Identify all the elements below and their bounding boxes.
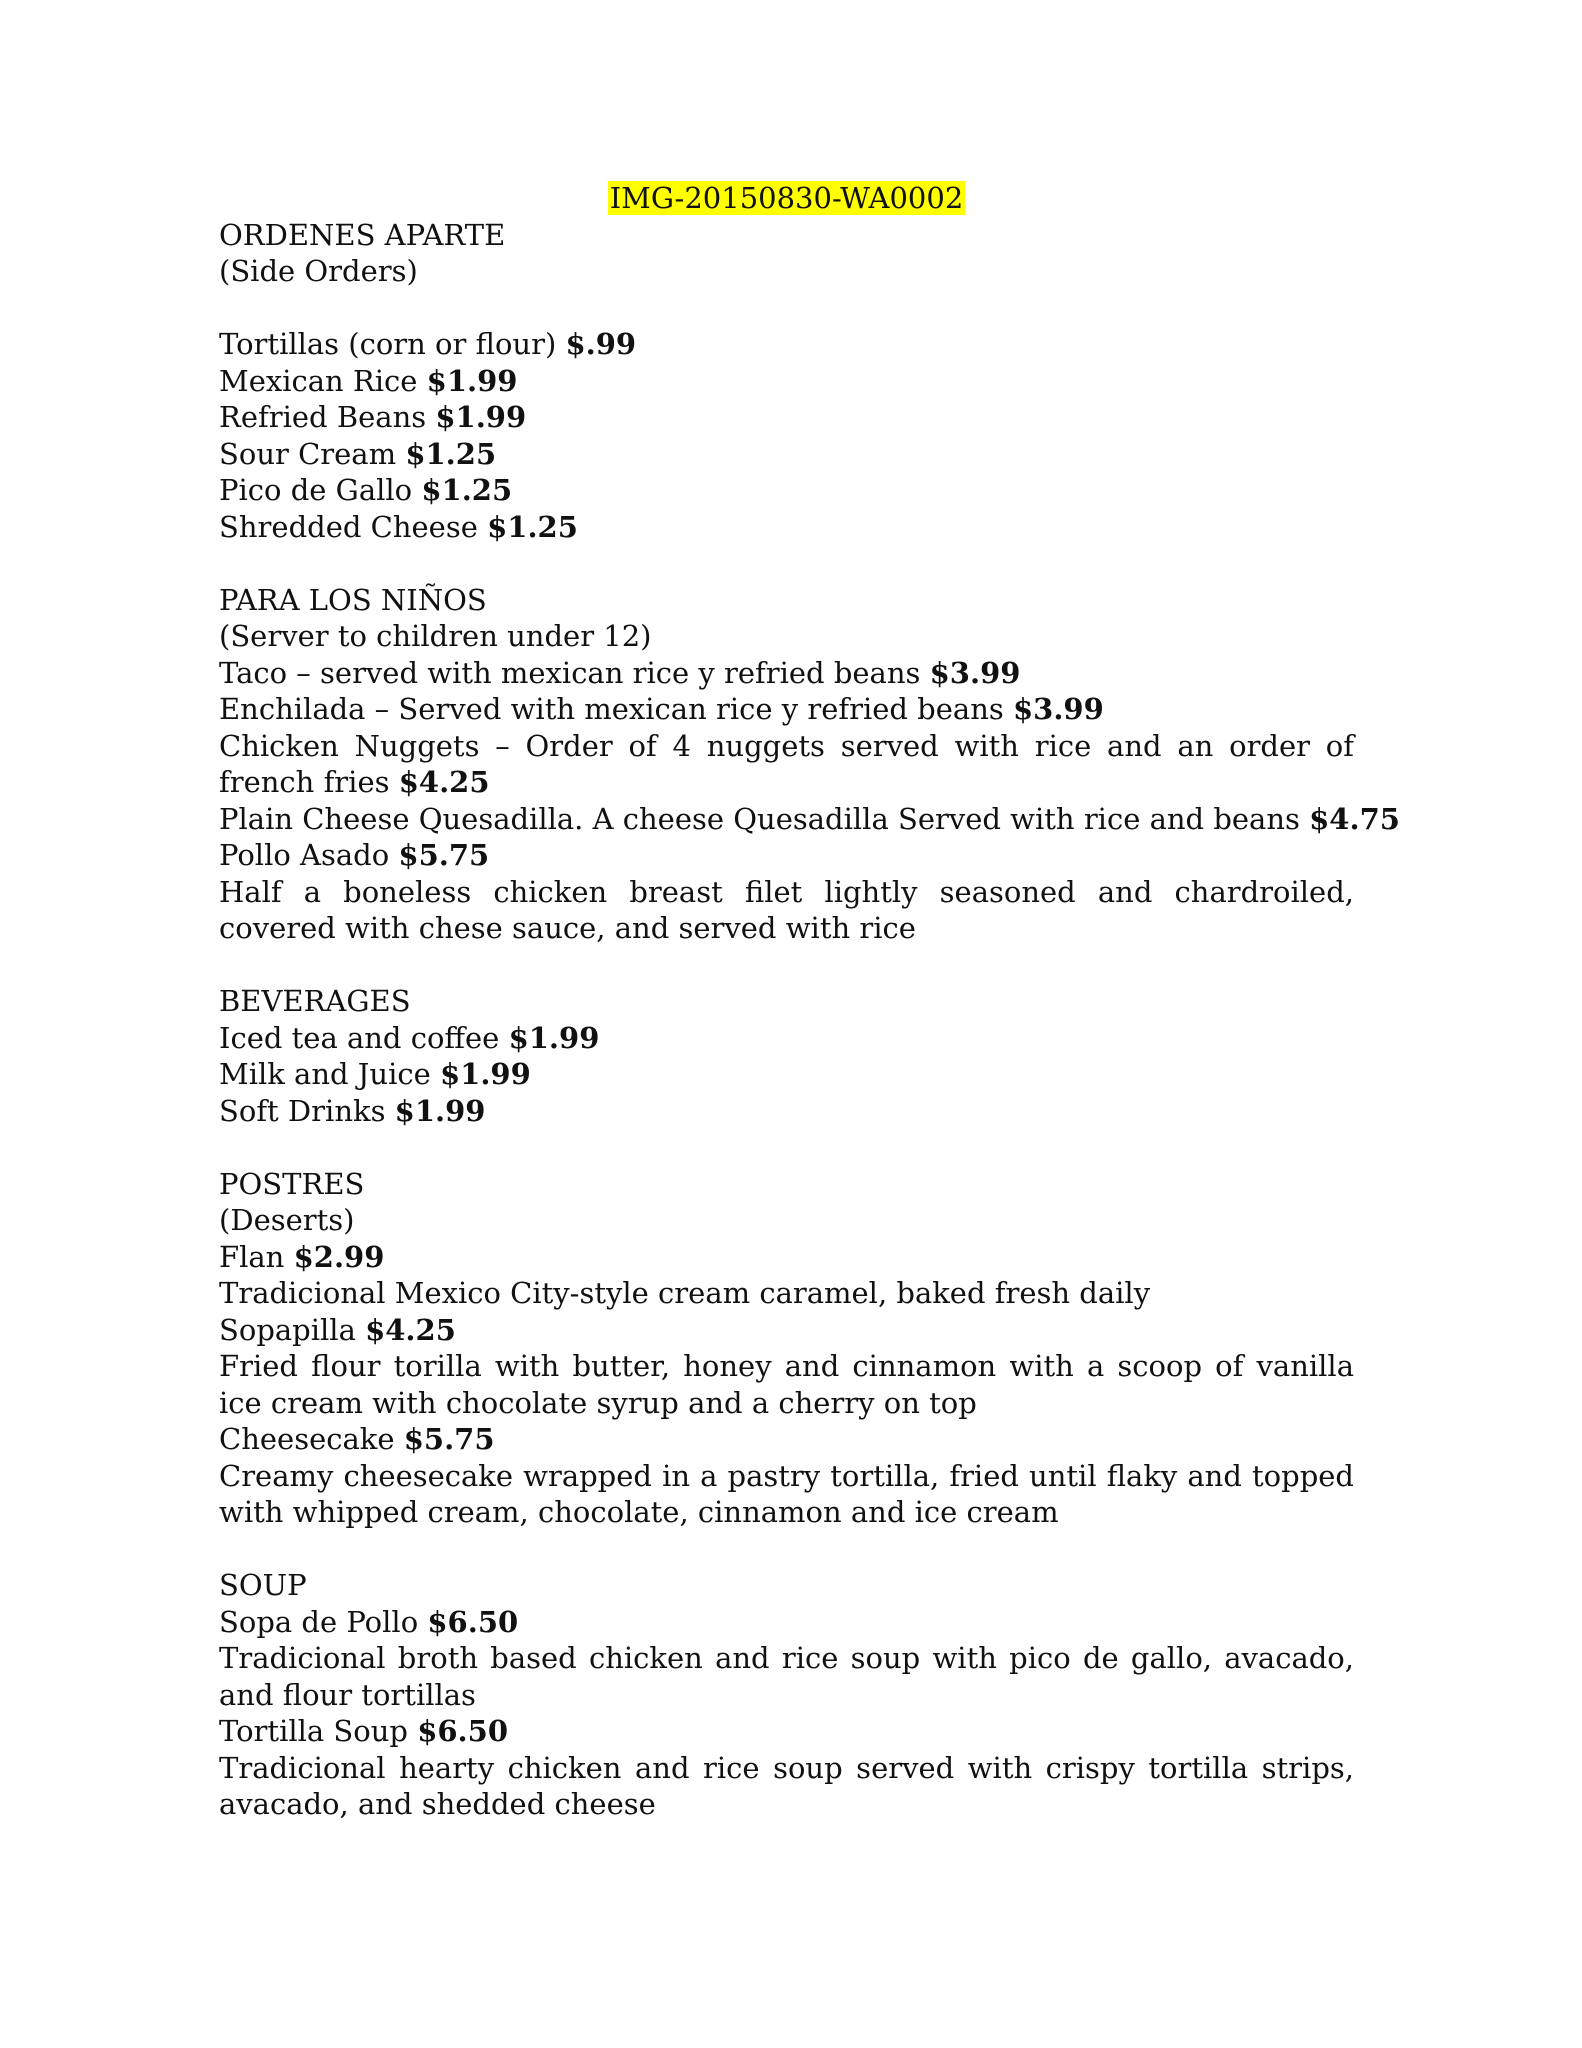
item-price: $2.99 <box>293 1239 385 1274</box>
item-name: Refried Beans <box>219 400 427 434</box>
item-price: $1.99 <box>426 363 518 398</box>
section-soup <box>219 1567 1354 1823</box>
item-description: Tradicional hearty chicken and rice soup served with crispy tortilla strips, avacado, and shedded cheese <box>219 1750 1354 1821</box>
menu-item <box>219 1093 1354 1130</box>
section-desserts <box>219 1166 1354 1531</box>
item-description: Tradicional broth based chicken and rice soup with pico de gallo, avacado, and flour tortillas <box>219 1641 1354 1712</box>
menu-item <box>219 436 1354 473</box>
section-heading: PARA LOS NIÑOS <box>219 582 487 617</box>
item-name: Sour Cream <box>219 436 397 471</box>
section-beverages <box>219 983 1354 1129</box>
menu-item <box>219 1239 1354 1276</box>
menu-item <box>219 801 1400 838</box>
item-description: Creamy cheesecake wrapped in a pastry tortilla, fried until flaky and topped with whipped cream, chocolate, cinnamon and ice cream <box>219 1458 1354 1529</box>
item-name: Flan <box>219 1239 285 1274</box>
menu-item <box>219 1020 1354 1057</box>
menu-item <box>219 655 1354 692</box>
item-price: $3.99 <box>1012 692 1104 726</box>
menu-item <box>219 472 1354 509</box>
item-name: Chicken Nuggets – Order of 4 nuggets served with rice and an order of french fries <box>219 728 1354 799</box>
item-name: Iced tea and coffee <box>219 1020 500 1055</box>
item-name: Plain Cheese Quesadilla. A cheese Quesadilla Served with rice and beans <box>219 801 1300 836</box>
menu-item <box>219 1604 1354 1641</box>
item-name: Cheesecake <box>219 1422 395 1456</box>
item-price: $1.25 <box>487 509 578 544</box>
item-name: Shredded Cheese <box>219 509 478 544</box>
menu-item <box>219 691 1354 728</box>
section-heading: ORDENES APARTE <box>219 217 506 252</box>
menu-item <box>219 1056 1354 1093</box>
menu-item <box>219 837 1354 874</box>
item-price: $3.99 <box>929 655 1021 690</box>
item-price: $1.99 <box>394 1093 486 1128</box>
item-name: Sopa de Pollo <box>219 1604 419 1639</box>
item-name: Pico de Gallo <box>219 473 413 507</box>
item-name: Tortilla Soup <box>219 1714 408 1748</box>
menu-item <box>219 326 1354 363</box>
menu-page <box>219 180 1400 1823</box>
item-price: $1.99 <box>435 400 527 434</box>
menu-item <box>219 1421 1354 1458</box>
item-description: Tradicional Mexico City-style cream caramel, baked fresh daily <box>219 1276 1151 1310</box>
item-price: $6.50 <box>427 1604 519 1639</box>
section-heading: SOUP <box>219 1568 307 1602</box>
item-name: Taco – served with mexican rice y refried beans <box>219 655 921 690</box>
item-price: $4.25 <box>398 765 490 799</box>
item-price: $1.99 <box>508 1020 600 1055</box>
section-subheading: (Server to children under 12) <box>219 619 652 653</box>
section-subheading: (Deserts) <box>219 1203 355 1237</box>
section-heading: BEVERAGES <box>219 984 411 1018</box>
item-price: $1.25 <box>405 436 497 471</box>
item-description: Fried flour torilla with butter, honey and cinnamon with a scoop of vanilla ice cream with chocolate syrup and a cherry on top <box>219 1349 1354 1420</box>
section-side-orders <box>219 217 1354 546</box>
item-price: $4.75 <box>1309 801 1400 836</box>
menu-item <box>219 728 1354 801</box>
item-description: Half a boneless chicken breast filet lightly seasoned and chardroiled, covered with chese sauce, and served with rice <box>219 874 1354 945</box>
item-name: Mexican Rice <box>219 363 418 398</box>
menu-item <box>219 509 1354 546</box>
item-price: $1.99 <box>439 1057 531 1091</box>
item-name: Pollo Asado <box>219 838 390 872</box>
item-name: Soft Drinks <box>219 1093 386 1128</box>
menu-item <box>219 1312 1354 1349</box>
item-price: $1.25 <box>421 473 513 507</box>
item-name: Tortillas (corn or flour) <box>219 327 557 361</box>
item-name: Sopapilla <box>219 1312 356 1347</box>
document-title-row <box>219 180 1354 217</box>
section-kids <box>219 582 1400 947</box>
section-subheading: (Side Orders) <box>219 254 418 288</box>
item-price: $6.50 <box>417 1714 508 1748</box>
menu-item <box>219 363 1354 400</box>
item-price: $5.75 <box>403 1422 495 1456</box>
menu-item <box>219 1713 1354 1750</box>
item-price: $.99 <box>565 327 637 361</box>
item-name: Milk and Juice <box>219 1057 431 1091</box>
menu-item <box>219 399 1354 436</box>
item-price: $4.25 <box>365 1312 456 1347</box>
item-price: $5.75 <box>398 838 490 872</box>
item-name: Enchilada – Served with mexican rice y refried beans <box>219 692 1004 726</box>
document-title: IMG-20150830-WA0002 <box>609 181 964 215</box>
section-heading: POSTRES <box>219 1166 365 1201</box>
